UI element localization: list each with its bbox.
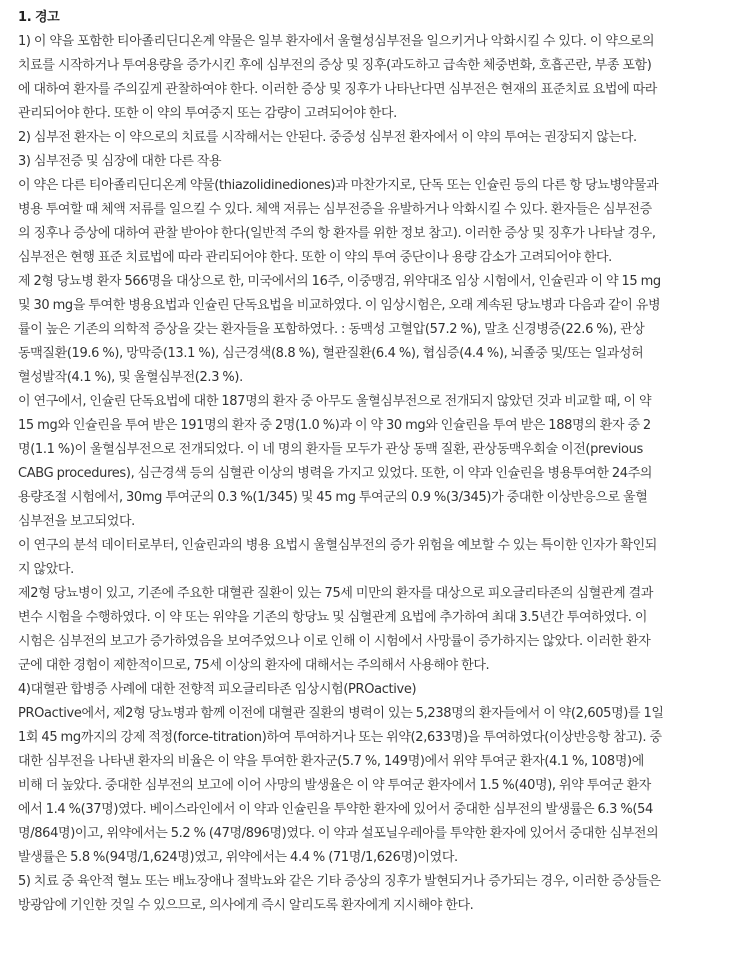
text-line: 에 대하여 환자를 주의깊게 관찰하여야 한다. 이러한 증상 및 징후가 나타난다면 심부전은 현재의 표준치료 요법에 따라 [18,82,658,97]
text-line: 지 않았다. [18,562,74,577]
text-line: 혈성발작(4.1 %), 및 울혈심부전(2.3 %). [18,370,243,385]
text-line: 시험은 심부전의 보고가 증가하였음을 보여주었으나 이로 인해 이 시험에서 사망률이 증가하지는 않았다. 이러한 환자 [18,634,651,649]
text-line: 관리되어야 한다. 또한 이 약의 투여중지 또는 감량이 고려되어야 한다. [18,106,397,121]
text-line: 3) 심부전증 및 심장에 대한 다른 작용 [18,154,222,169]
text-line: 2) 심부전 환자는 이 약으로의 치료를 시작해서는 안된다. 중증성 심부전 환자에서 이 약의 투여는 권장되지 않는다. [18,130,637,145]
text-line: 이 연구에서, 인슐린 단독요법에 대한 187명의 환자 중 아무도 울혈심부전으로 전개되지 않았던 것과 비교할 때, 이 약 [18,394,652,409]
text-line: 률이 높은 기존의 의학적 증상을 갖는 환자들을 포함하였다. : 동맥성 고혈압(57.2 %), 말초 신경병증(22.6 %), 관상 [18,322,645,337]
text-line: 제 2형 당뇨병 환자 566명을 대상으로 한, 미국에서의 16주, 이중맹검, 위약대조 임상 시험에서, 인슐린과 이 약 15 mg [18,274,661,289]
text-line: 명(1.1 %)이 울혈심부전으로 전개되었다. 이 네 명의 환자들 모두가 관상 동맥 질환, 관상동맥우회술 이전(previous [18,442,643,457]
text-line: 심부전은 현행 표준 치료법에 따라 관리되어야 한다. 또한 이 약의 투여 중단이나 용량 감소가 고려되어야 한다. [18,250,612,265]
text-line: PROactive에서, 제2형 당뇨병과 함께 이전에 대혈관 질환의 병력이 있는 5,238명의 환자들에서 이 약(2,605명)를 1일 [18,706,664,721]
text-line: 이 약은 다른 티아졸리딘디온계 약물(thiazolidinediones)과 마찬가지로, 단독 또는 인슐린 등의 다른 항 당뇨병약물과 [18,178,659,193]
text-line: 군에 대한 경험이 제한적이므로, 75세 이상의 환자에 대해서는 주의해서 사용해야 한다. [18,658,490,673]
text-line: 심부전을 보고되었다. [18,514,135,529]
text-line: 용량조절 시험에서, 30mg 투여군의 0.3 %(1/345) 및 45 mg 투여군의 0.9 %(3/345)가 중대한 이상반응으로 울혈 [18,490,648,505]
text-line: 4)대혈관 합병증 사례에 대한 전향적 피오글리타존 임상시험(PROactive) [18,682,417,697]
text-line: 15 mg와 인슐린을 투여 받은 191명의 환자 중 2명(1.0 %)과 이 약 30 mg와 인슐린을 투여 받은 188명의 환자 중 2 [18,418,651,433]
text-line: 발생률은 5.8 %(94명/1,624명)였고, 위약에서는 4.4 % (71명/1,626명)이였다. [18,850,458,865]
text-line: 이 연구의 분석 데이터로부터, 인슐린과의 병용 요법시 울혈심부전의 증가 위험을 예보할 수 있는 특이한 인자가 확인되 [18,538,658,553]
text-line: 1회 45 mg까지의 강제 적정(force-titration)하여 투여하거나 또는 위약(2,633명)을 투여하였다(이상반응항 참고). 중 [18,730,662,745]
section-heading: 1. 경고 [18,10,60,25]
text-line: 5) 치료 중 육안적 혈뇨 또는 배뇨장애나 절박뇨와 같은 기타 증상의 징후가 발현되거나 증가되는 경우, 이러한 증상들은 [18,874,661,889]
text-line: 1) 이 약을 포함한 티아졸리딘디온계 약물은 일부 환자에서 울혈성심부전을 일으키거나 악화시킬 수 있다. 이 약으로의 [18,34,655,49]
text-line: 명/864명)이고, 위약에서는 5.2 % (47명/896명)였다. 이 약과 설포닐우레아를 투약한 환자에 있어서 중대한 심부전의 [18,826,659,841]
text-line: 제2형 당뇨병이 있고, 기존에 주요한 대혈관 질환이 있는 75세 미만의 환자를 대상으로 피오글리타존의 심혈관계 결과 [18,586,654,601]
text-line: 비해 더 높았다. 중대한 심부전의 보고에 이어 사망의 발생율은 이 약 투여군 환자에서 1.5 %(40명), 위약 투여군 환자 [18,778,652,793]
text-line: 병용 투여할 때 체액 저류를 일으킬 수 있다. 체액 저류는 심부전증을 유발하거나 악화시킬 수 있다. 환자들은 심부전증 [18,202,652,217]
text-line: 에서 1.4 %(37명)였다. 베이스라인에서 이 약과 인슐린을 투약한 환자에 있어서 중대한 심부전의 발생률은 6.3 %(54 [18,802,653,817]
text-line: 및 30 mg을 투여한 병용요법과 인슐린 단독요법을 비교하였다. 이 임상시험은, 오래 계속된 당뇨병과 다음과 같이 유병 [18,298,661,313]
text-line: 방광암에 기인한 것일 수 있으므로, 의사에게 즉시 알리도록 환자에게 지시해야 한다. [18,898,474,913]
text-line: 동맥질환(19.6 %), 망막증(13.1 %), 심근경색(8.8 %), 혈관질환(6.4 %), 협심증(4.4 %), 뇌졸중 및/또는 일과성허 [18,346,644,361]
text-line: 대한 심부전을 나타낸 환자의 비율은 이 약을 투여한 환자군(5.7 %, 149명)에서 위약 투여군 환자(4.1 %, 108명)에 [18,754,644,769]
text-line: 의 징후나 증상에 대하여 관찰 받아야 한다(일반적 주의 항 환자를 위한 정보 참고). 이러한 증상 및 징후가 나타날 경우, [18,226,656,241]
text-line: CABG procedures), 심근경색 등의 심혈관 이상의 병력을 가지고 있었다. 또한, 이 약과 인슐린을 병용투여한 24주의 [18,466,653,481]
text-line: 변수 시험을 수행하였다. 이 약 또는 위약을 기존의 항당뇨 및 심혈관계 요법에 추가하여 최대 3.5년간 투여하였다. 이 [18,610,648,625]
text-line: 치료를 시작하거나 투여용량을 증가시킨 후에 심부전의 증상 및 징후(과도하고 급속한 체중변화, 호흡곤란, 부종 포함) [18,58,652,73]
